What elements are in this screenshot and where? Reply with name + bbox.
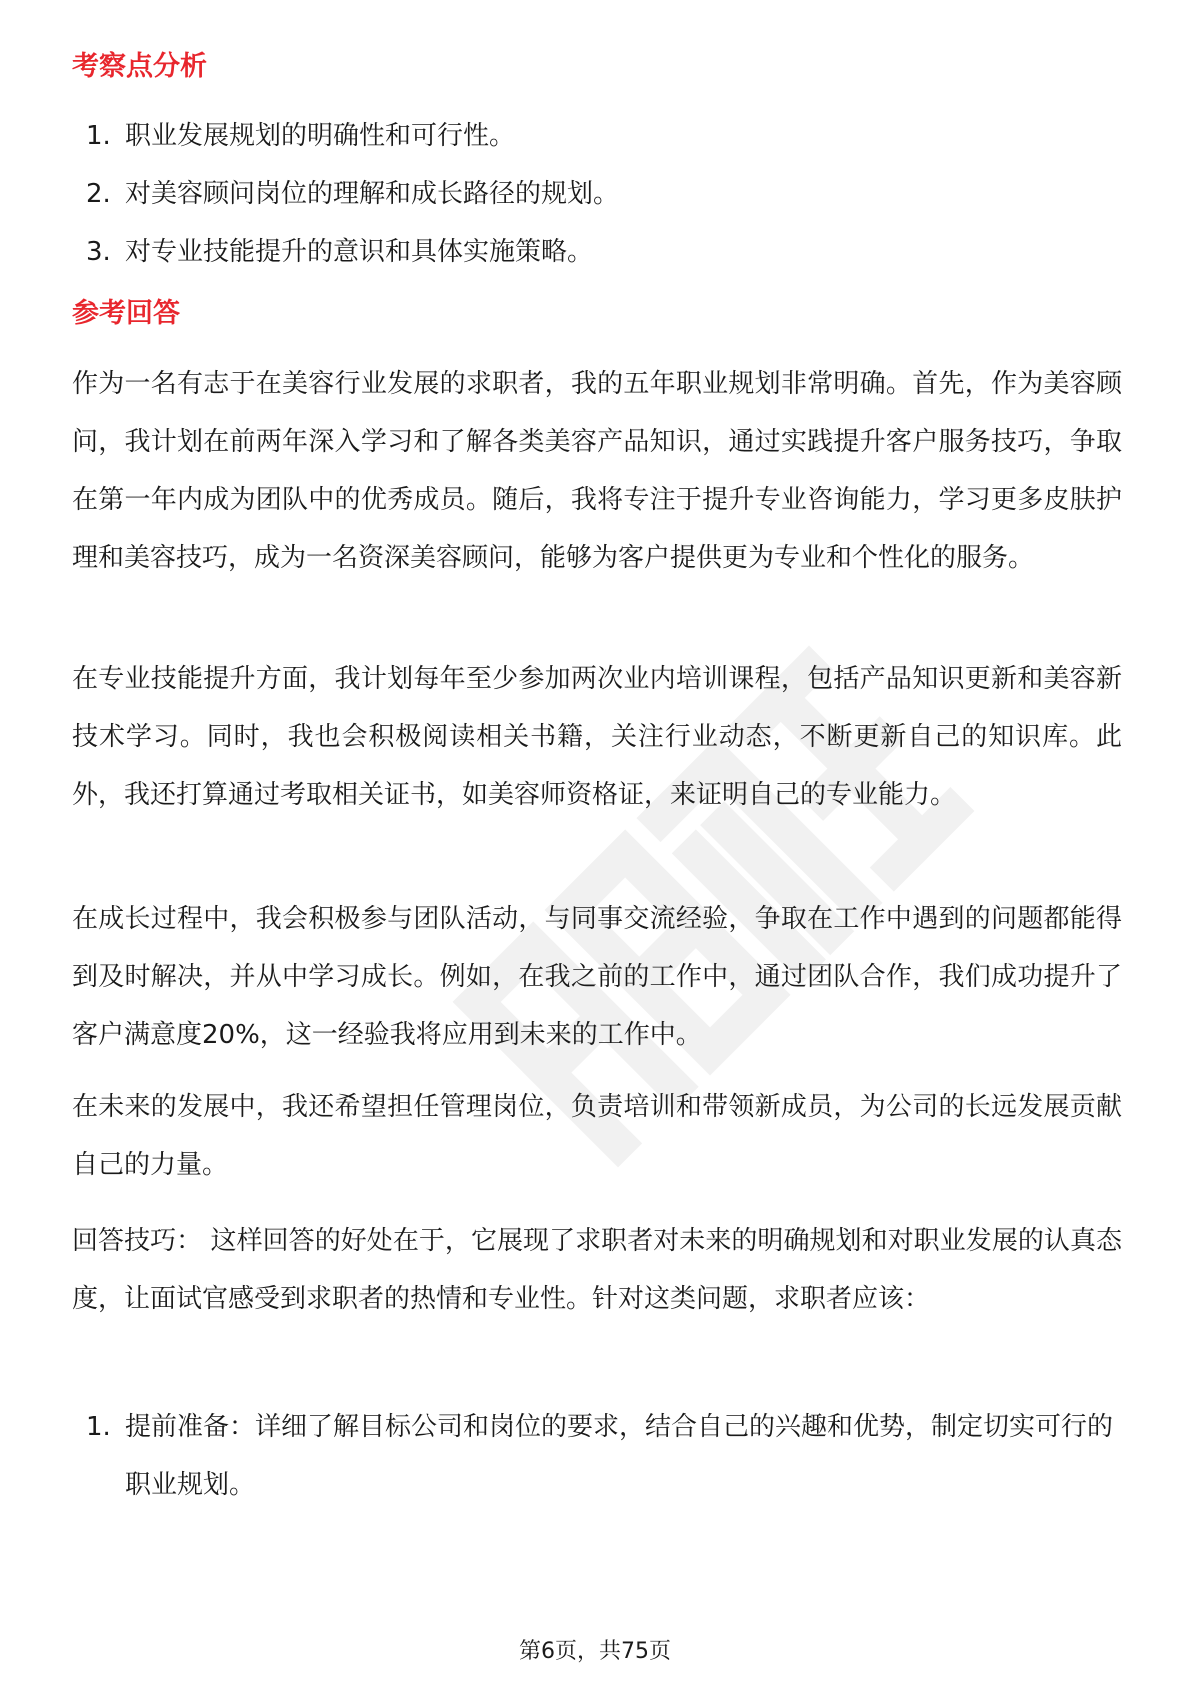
list-text: 对专业技能提升的意识和具体实施策略。 bbox=[125, 237, 594, 267]
tips-list bbox=[80, 1398, 1130, 1514]
list-item bbox=[80, 107, 1130, 165]
list-text: 提前准备：详细了解目标公司和岗位的要求，结合自己的兴趣和优势，制定切实可行的职业规划。 bbox=[125, 1412, 1114, 1500]
answer-paragraph-1: 作为一名有志于在美容行业发展的求职者，我的五年职业规划非常明确。首先，作为美容顾问，我计划在前两年深入学习和了解各类美容产品知识，通过实践提升客户服务技巧，争取在第一年内成为团队中的优秀成员。随后，我将专注于提升专业咨询能力，学习更多皮肤护理和美容技巧，成为一名资深美容顾问，能够为客户提供更为专业和个性化的服务。 bbox=[72, 369, 1122, 573]
list-item bbox=[80, 1398, 1130, 1514]
list-number: 3. bbox=[86, 237, 111, 267]
answer-paragraph-4: 在未来的发展中，我还希望担任管理岗位，负责培训和带领新成员，为公司的长远发展贡献自己的力量。 bbox=[72, 1092, 1122, 1180]
analysis-list bbox=[80, 107, 1130, 281]
list-text: 职业发展规划的明确性和可行性。 bbox=[125, 121, 516, 151]
list-number: 1. bbox=[86, 1412, 111, 1442]
answer-tips-paragraph: 回答技巧： 这样回答的好处在于，它展现了求职者对未来的明确规划和对职业发展的认真态度，让面试官感受到求职者的热情和专业性。针对这类问题，求职者应该： bbox=[72, 1226, 1122, 1314]
list-number: 2. bbox=[86, 179, 111, 209]
page-footer: 第6页，共75页 bbox=[519, 1639, 671, 1664]
analysis-heading: 考察点分析 bbox=[72, 51, 207, 82]
answer-paragraph-2: 在专业技能提升方面，我计划每年至少参加两次业内培训课程，包括产品知识更新和美容新技术学习。同时，我也会积极阅读相关书籍，关注行业动态，不断更新自己的知识库。此外，我还打算通过考取相关证书，如美容师资格证，来证明自己的专业能力。 bbox=[72, 664, 1122, 810]
list-item bbox=[80, 223, 1130, 281]
list-text: 对美容顾问岗位的理解和成长路径的规划。 bbox=[125, 179, 620, 209]
list-item bbox=[80, 165, 1130, 223]
answer-heading: 参考回答 bbox=[72, 298, 180, 329]
answer-paragraph-3: 在成长过程中，我会积极参与团队活动，与同事交流经验，争取在工作中遇到的问题都能得到及时解决，并从中学习成长。例如，在我之前的工作中，通过团队合作，我们成功提升了客户满意度20%，这一经验我将应用到未来的工作中。 bbox=[72, 904, 1122, 1050]
list-number: 1. bbox=[86, 121, 111, 151]
